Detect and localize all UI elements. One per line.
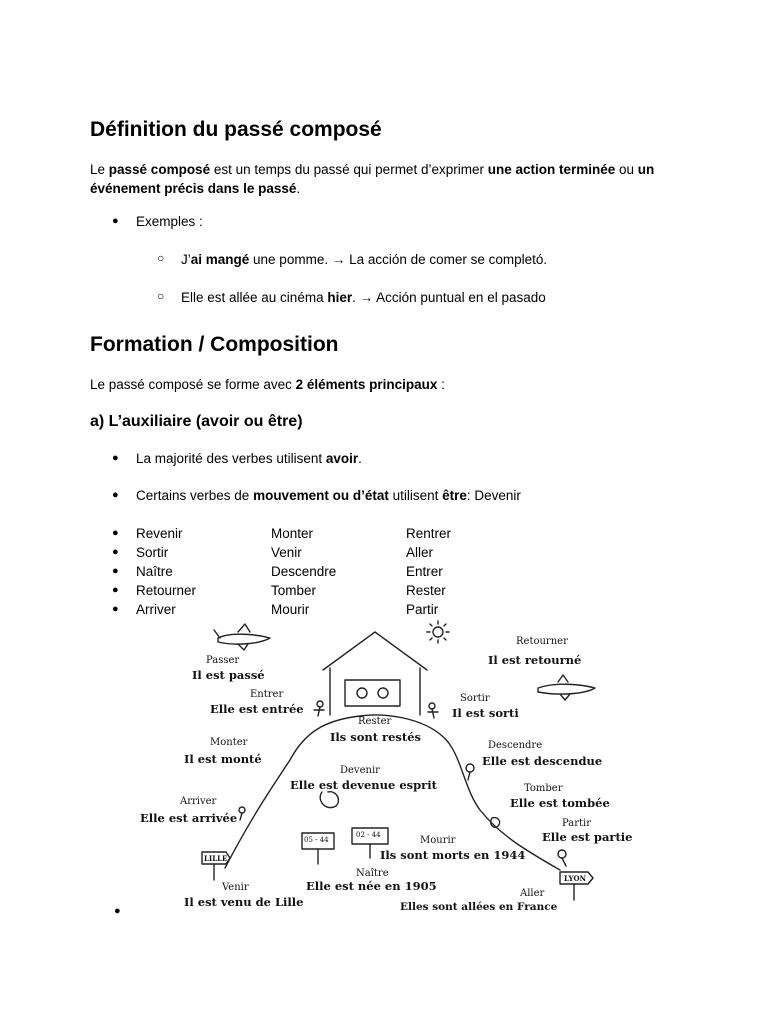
bullet-dot-icon: ● bbox=[112, 565, 119, 577]
label-aller: Aller bbox=[520, 888, 545, 899]
bullet-dot-icon: ● bbox=[112, 489, 119, 501]
label-mourir-sentence: Ils sont morts en 1944 bbox=[380, 848, 526, 862]
label-sortir: Sortir bbox=[460, 693, 490, 704]
label-descendre: Descendre bbox=[488, 740, 543, 751]
label-mourir: Mourir bbox=[420, 835, 456, 846]
airplane-icon bbox=[538, 684, 595, 694]
label-partir: Partir bbox=[562, 818, 592, 829]
examples-bullet: ● Exemples : bbox=[112, 214, 203, 229]
bullet-circle-icon: ○ bbox=[157, 289, 165, 303]
house-roof-icon bbox=[323, 632, 427, 670]
formation-paragraph: Le passé composé se forme avec 2 éléments principaux : bbox=[90, 377, 445, 392]
example-item-1: ○ J’ai mangé une pomme. → La acción de comer se completó. bbox=[157, 251, 548, 267]
label-devenir: Devenir bbox=[340, 765, 380, 776]
airplane-icon bbox=[218, 634, 270, 644]
label-monter-sentence: Il est monté bbox=[184, 752, 262, 766]
tombstone-1-label: 05 - 44 bbox=[304, 836, 329, 844]
label-devenir-sentence: Elle est devenue esprit bbox=[290, 778, 437, 792]
tombstone-2-label: 02 - 44 bbox=[356, 831, 381, 839]
bullet-dot-icon: ● bbox=[112, 527, 119, 539]
label-descendre-sentence: Elle est descendue bbox=[482, 754, 603, 768]
label-passer-sentence: Il est passé bbox=[192, 668, 265, 682]
bullet-dot-icon: ● bbox=[114, 905, 121, 917]
label-retourner-sentence: Il est retourné bbox=[488, 653, 582, 667]
verbs-column-1 bbox=[112, 524, 197, 619]
list-item: ● Arriver bbox=[112, 602, 176, 617]
subtitle-auxiliaire: a) L’auxiliaire (avoir ou être) bbox=[90, 413, 303, 430]
list-item: Venir bbox=[271, 545, 302, 560]
bullet-circle-icon: ○ bbox=[157, 251, 165, 265]
bullet-dot-icon: ● bbox=[112, 603, 119, 615]
list-item: ● Sortir bbox=[112, 545, 169, 560]
list-item: Entrer bbox=[406, 564, 443, 579]
section-title-formation: Formation / Composition bbox=[90, 333, 339, 356]
sun-icon bbox=[433, 627, 443, 637]
label-rester: Rester bbox=[358, 716, 392, 727]
list-item: Aller bbox=[406, 545, 434, 560]
bullet-etre: ● Certains verbes de mouvement ou d’état utilisent être: Devenir bbox=[112, 488, 521, 503]
label-arriver: Arriver bbox=[180, 796, 217, 807]
list-item: ● Retourner bbox=[112, 583, 197, 598]
list-item: Tomber bbox=[271, 583, 317, 598]
house-window-icon bbox=[345, 680, 400, 706]
list-item: ● Naître bbox=[112, 564, 173, 579]
label-rester-sentence: Ils sont restés bbox=[330, 730, 422, 744]
sign-lille-label: LILLE bbox=[204, 854, 228, 863]
label-sortir-sentence: Il est sorti bbox=[452, 706, 519, 720]
bullet-dot-icon: ● bbox=[112, 584, 119, 596]
label-venir-sentence: Il est venu de Lille bbox=[184, 895, 304, 909]
list-item: Rentrer bbox=[406, 526, 452, 541]
label-aller-sentence: Elles sont allées en France bbox=[400, 901, 558, 913]
label-passer: Passer bbox=[206, 655, 240, 666]
list-item: Partir bbox=[406, 602, 439, 617]
list-item: ● Revenir bbox=[112, 526, 183, 541]
label-monter: Monter bbox=[210, 737, 248, 748]
verbs-column-3 bbox=[406, 524, 451, 619]
verbs-column-2 bbox=[271, 524, 336, 619]
list-item: Descendre bbox=[271, 564, 337, 579]
spirit-icon bbox=[320, 792, 338, 808]
maison-etre-illustration bbox=[130, 620, 650, 920]
section-title-definition: Définition du passé composé bbox=[90, 118, 382, 141]
label-partir-sentence: Elle est partie bbox=[542, 830, 633, 844]
label-tomber: Tomber bbox=[524, 783, 563, 794]
label-entrer-sentence: Elle est entrée bbox=[210, 702, 304, 716]
label-naitre: Naître bbox=[356, 868, 389, 879]
bullet-dot-icon: ● bbox=[112, 215, 119, 227]
list-item: Monter bbox=[271, 526, 314, 541]
bullet-avoir: ● La majorité des verbes utilisent avoir. bbox=[112, 451, 362, 466]
label-entrer: Entrer bbox=[250, 689, 284, 700]
list-item: Rester bbox=[406, 583, 446, 598]
label-naitre-sentence: Elle est née en 1905 bbox=[306, 879, 437, 893]
list-item: Mourir bbox=[271, 602, 310, 617]
label-arriver-sentence: Elle est arrivée bbox=[140, 811, 238, 825]
bullet-dot-icon: ● bbox=[112, 452, 119, 464]
example-item-2: ○ Elle est allée au cinéma hier. → Acción puntual en el pasado bbox=[157, 289, 546, 305]
definition-paragraph: Le passé composé est un temps du passé qui permet d’exprimer une action terminée ou un événement précis dans le passé. bbox=[90, 162, 655, 196]
house-walls-icon bbox=[330, 668, 420, 715]
sign-lyon-label: LYON bbox=[564, 874, 586, 883]
label-retourner: Retourner bbox=[516, 636, 568, 647]
bullet-dot-icon: ● bbox=[112, 546, 119, 558]
label-tomber-sentence: Elle est tombée bbox=[510, 796, 610, 810]
label-venir: Venir bbox=[222, 882, 249, 893]
